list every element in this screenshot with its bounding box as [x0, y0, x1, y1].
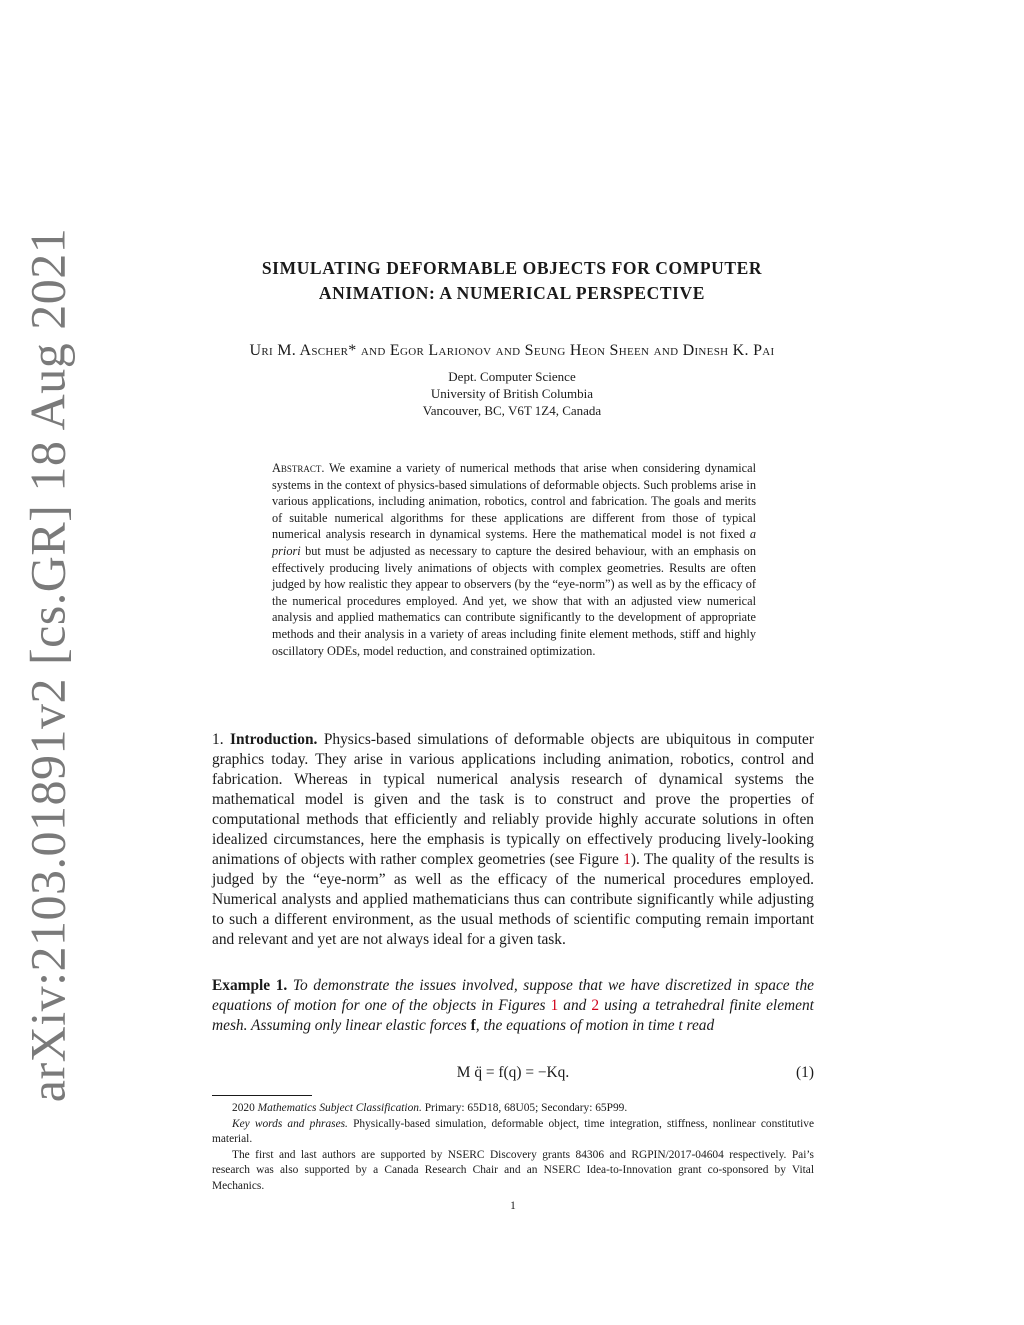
arxiv-identifier: arXiv:2103.01891v2 [cs.GR] 18 Aug 2021: [19, 227, 75, 1103]
footnote-msc: [212, 1101, 814, 1117]
footnotes: [212, 1101, 814, 1195]
arxiv-side-stamp: [2, 227, 92, 1103]
footnote-keywords: [212, 1117, 814, 1148]
footnote-funding: The first and last authors are supported by NSERC Discovery grants 84306 and RGPIN/2017-04604 respectively. Pai’s research was also supported by a Canada Research Chair and an NSERC Idea-to-Innovation grant co-sponsored by Vital Mechanics.: [212, 1148, 814, 1192]
keywords-label: Key words and phrases.: [232, 1117, 348, 1130]
figure-1-link[interactable]: 1: [623, 851, 631, 868]
footnote-rule: [212, 1095, 312, 1096]
abstract-italic: a priori: [272, 527, 756, 558]
affiliation-university: University of British Columbia: [430, 386, 594, 401]
example-text-b: using a tetrahedral finite element mesh. Assuming only linear elastic forces: [212, 997, 814, 1034]
title-line-2: ANIMATION: A NUMERICAL PERSPECTIVE: [318, 283, 706, 303]
abstract-label: Abstract.: [272, 461, 325, 475]
msc-label: Mathematics Subject Classification.: [257, 1102, 422, 1114]
keywords-text: Physically-based simulation, deformable object, time integration, stiffness, nonlinear constitutive material.: [212, 1117, 814, 1146]
paper-title: [180, 256, 844, 306]
intro-text-a: Physics-based simulations of deformable objects are ubiquitous in computer graphics today. They arise in various applications including animation, robotics, control and fabrication. Whereas in typical numerical analysis research of dynamical systems the mathematical model is given and the task is to construct and prove the properties of computational methods that efficiently and reliably provide highly accurate solutions in often idealized circumstances, here the emphasis is typically on effectively producing lively-looking animations of objects with rather complex geometries (see Figure: [212, 731, 814, 868]
example-label: Example 1.: [212, 977, 288, 994]
introduction-section: [212, 730, 814, 950]
msc-text: Primary: 65D18, 68U05; Secondary: 65P99.: [424, 1102, 628, 1114]
msc-year: 2020: [232, 1102, 255, 1114]
affiliation-department: Dept. Computer Science: [448, 369, 576, 384]
equation-expression: M q̈ = f(q) = −Kq.: [456, 1064, 570, 1081]
affiliation: [300, 368, 724, 419]
example-text-c: , the equations of motion in time t read: [475, 1017, 715, 1034]
equation-1: [212, 1064, 814, 1086]
section-number: 1.: [212, 731, 224, 748]
abstract: [272, 460, 756, 659]
intro-text-b: ). The quality of the results is judged by the “eye-norm” as well as the efficacy of the numerical procedures employed. Numerical analysts and applied mathematicians thus can contribute significantly while adjusting to such a different environment, as the usual methods of scientific computing remain important and relevant and yet are not always ideal for a given task.: [212, 851, 814, 948]
force-symbol: f: [470, 1017, 476, 1034]
abstract-text-a: We examine a variety of numerical methods that arise when considering dynamical systems in the context of physics-based simulations of deformable objects. Such problems arise in various applications, including animation, robotics, control and fabrication. The goals and merits of suitable numerical algorithms for these applications are different from those of typical numerical analysis research in dynamical systems. Here the mathematical model is not fixed: [272, 461, 756, 542]
page-number: 1: [510, 1200, 516, 1212]
affiliation-address: Vancouver, BC, V6T 1Z4, Canada: [422, 403, 602, 418]
author-list: Uri M. Ascher* and Egor Larionov and Seung Heon Sheen and Dinesh K. Pai: [249, 342, 775, 359]
title-line-1: SIMULATING DEFORMABLE OBJECTS FOR COMPUTER: [261, 258, 763, 278]
example-1: [212, 976, 814, 1036]
example-and: and: [563, 997, 587, 1014]
example-text-a: To demonstrate the issues involved, suppose that we have discretized in space the equations of motion for one of the objects in Figures: [212, 977, 814, 1014]
figure-1-link-example[interactable]: 1: [550, 997, 559, 1014]
equation-number: (1): [796, 1064, 814, 1081]
figure-2-link[interactable]: 2: [591, 997, 600, 1014]
abstract-text-b: but must be adjusted as necessary to capture the desired behaviour, with an emphasis on effectively producing lively animations of objects with complex geometries. Results are often judged by how realistic they appear to observers (by the “eye-norm”) as well as by the efficacy of the numerical procedures employed. And yet, we show that with an adjusted view numerical analysis and applied mathematics can contribute significantly to the development of appropriate methods and their analysis in a variety of areas including finite element methods, stiff and highly oscillatory ODEs, model reduction, and constrained optimization.: [272, 543, 756, 658]
section-heading: Introduction.: [230, 731, 318, 748]
